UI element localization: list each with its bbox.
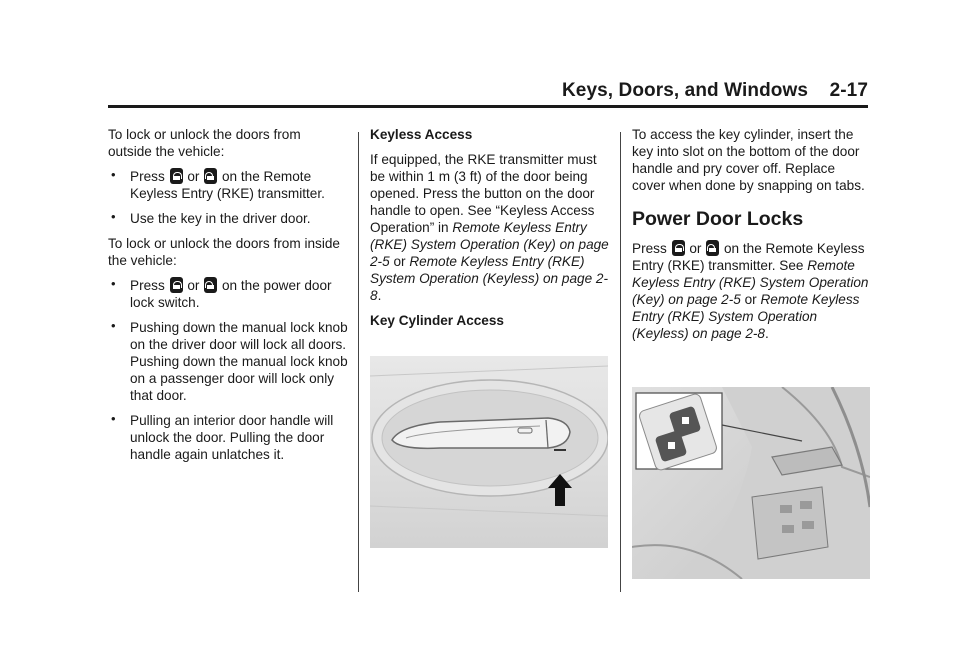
list-item: • Press or on the power door lock switch. [111, 276, 332, 310]
bullet-icon: • [111, 209, 116, 224]
subheading-key-cylinder: Key Cylinder Access [370, 313, 504, 328]
bullet-icon: • [111, 167, 116, 182]
lock-icon [170, 168, 183, 184]
paragraph-inside: To lock or unlock the doors from inside the vehicle: [108, 236, 340, 268]
door-handle-illustration [370, 356, 608, 548]
door-handle-drawing [370, 356, 608, 548]
column-divider [358, 132, 359, 592]
page-header [0, 80, 960, 110]
door-panel-drawing [632, 387, 870, 579]
column-divider [620, 132, 621, 592]
column-1 [108, 126, 348, 471]
paragraph-key-cylinder: To access the key cylinder, insert the key into slot on the bottom of the door handle and pry cover off. Replace cover when done by snapping on tabs. [632, 127, 865, 193]
unlock-icon [706, 240, 719, 256]
lock-icon [170, 277, 183, 293]
lock-icon [672, 240, 685, 256]
unlock-icon [204, 277, 217, 293]
cross-reference[interactable]: Remote Keyless Entry (RKE) System Operation (Key) on page 2-5 [370, 220, 609, 269]
lock-icon [682, 417, 689, 424]
section-heading-power-door-locks: Power Door Locks [632, 208, 804, 230]
cross-reference[interactable]: Remote Keyless Entry (RKE) System Operation (Key) on page 2-5 [632, 258, 869, 307]
bullet-icon: • [111, 318, 116, 333]
unlock-icon [668, 442, 675, 449]
paragraph-outside: To lock or unlock the doors from outside the vehicle: [108, 127, 301, 159]
list-item: • Pushing down the manual lock knob on the driver door will lock all doors. Pushing down the manual lock knob on a passenger door will lock only that door. [111, 318, 348, 403]
subheading-keyless-access: Keyless Access [370, 127, 473, 142]
list-item: • Press or on the Remote Keyless Entry (RKE) transmitter. [111, 167, 325, 201]
list-item: • Pulling an interior door handle will unlock the door. Pulling the door handle again unlatches it. [111, 411, 334, 462]
interior-door-illustration [632, 387, 870, 579]
paragraph-keyless: If equipped, the RKE transmitter must be within 1 m (3 ft) of the door being opened. Press the button on the door handle to open. See “Keyless Access Operation” in Remote Keyless Entry (RKE) System Operation (Key) on page 2-5 or Remote Keyless Entry (RKE) System Operation (Keyless) on page 2-8. [370, 152, 609, 303]
column-2 [370, 126, 610, 337]
header-rule [108, 105, 868, 108]
cross-reference[interactable]: Remote Keyless Entry (RKE) System Operation (Keyless) on page 2-8 [370, 254, 609, 303]
unlock-icon [204, 168, 217, 184]
page-title: Keys, Doors, and Windows 2-17 [561, 80, 868, 101]
cross-reference[interactable]: Remote Keyless Entry (RKE) System Operation (Keyless) on page 2-8 [632, 292, 860, 341]
bullet-icon: • [111, 276, 116, 291]
bullet-icon: • [111, 411, 116, 426]
paragraph-power-locks: Press or on the Remote Keyless Entry (RKE) transmitter. See Remote Keyless Entry (RKE) System Operation (Key) on page 2-5 or Remote Keyless Entry (RKE) System Operation (Keyless) on page 2-8. [632, 241, 869, 341]
column-3 [632, 126, 872, 350]
list-item: • Use the key in the driver door. [111, 209, 311, 226]
